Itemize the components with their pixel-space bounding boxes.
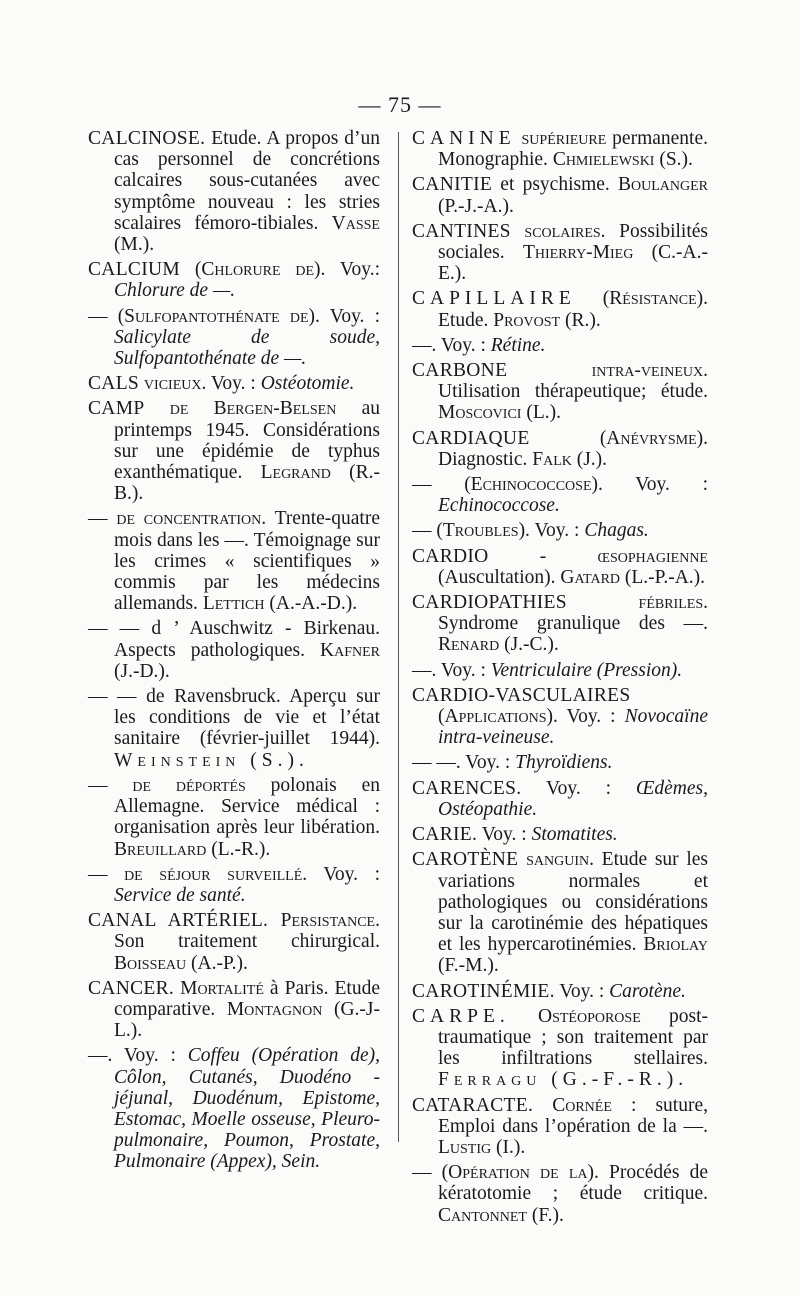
index-entry-cardiopathies-voy: —. Voy. : Ventriculaire (Pression). — [412, 659, 683, 681]
index-entry-canitie: CANITIE et psychisme. Boulanger (P.-J.-A.). — [412, 174, 708, 217]
index-entry-canal-arteriel: CANAL ARTÉRIEL. Persistance. Son traitement chirurgical. Boisseau (A.-P.). — [88, 910, 380, 974]
index-entry-deportes: — de déportés polonais en Allemagne. Service médical : organisation après leur libération. Breuillard (L.-R.). — [88, 774, 381, 860]
index-entry-canine: CANINE supérieure permanente. Monographie. Chmielewski (S.). — [412, 128, 708, 171]
index-entry-cardio-vasculaires-voy: — —. Voy. : Thyroïdiens. — [412, 752, 613, 774]
index-entry-capillaire: CAPILLAIRE (Résistance). Etude. Provost (R.). — [412, 288, 708, 331]
index-entry-camp: CAMP de Bergen-Belsen au printemps 1945. Considérations sur une épidémie de typhus exanthématique. Legrand (R.-B.). — [88, 398, 381, 505]
index-entry-cardio-vasculaires: CARDIO-VASCULAIRES (Applications). Voy. : Novocaïne intra-veineuse. — [412, 684, 708, 749]
index-entry-cancer: CANCER. Mortalité à Paris. Etude comparative. Montagnon (G.-J-L.). — [88, 977, 380, 1042]
index-entry-carences: CARENCES. Voy. : Œdèmes, Ostéopathie. — [412, 777, 708, 820]
index-entry-cantines: CANTINES scolaires. Possibilités sociales. Thierry-Mieg (C.-A.-E.). — [412, 220, 709, 285]
index-entry-capillaire-voy: —. Voy. : Rétine. — [412, 334, 546, 356]
index-entry-carie: CARIE. Voy. : Stomatites. — [412, 824, 618, 846]
index-entry-cataracte-operation: — (Opération de la). Procédés de kératotomie ; étude critique. Cantonnet (F.). — [412, 1162, 708, 1226]
index-entry-sejour-surveille: — de séjour surveillé. Voy. : Service de santé. — [88, 863, 381, 906]
index-entry-calcium: CALCIUM (Chlorure de). Voy.: Chlorure de —. — [88, 259, 380, 302]
right-column — [412, 128, 708, 1230]
index-entry-cardiopathies: CARDIOPATHIES fébriles. Syndrome granulique des —. Renard (J.-C.). — [412, 592, 708, 656]
index-entry-cardiaque-troubles: — (Troubles). Voy. : Chagas. — [412, 520, 649, 542]
index-entry-auschwitz: — — d ’ Auschwitz - Birkenau. Aspects pathologiques. Kafner (J.-D.). — [88, 618, 380, 682]
index-entry-calcinose: CALCINOSE. Etude. A propos d’un cas personnel de concrétions calcaires sous-cutanées avec symptôme nouveau : les stries scalaires fémoro-tibiales. Vasse (M.). — [88, 128, 380, 256]
index-entry-cardiaque-echinococcose: — (Echinococcose). Voy. : Echinococcose. — [412, 474, 708, 517]
index-entry-carpe: CARPE. Ostéoporose post-traumatique ; son traitement par les infiltrations stellaires. Ferragu (G.-F.-R.). — [412, 1005, 708, 1091]
index-entry-calcium-sulfopantothenate: — (Sulfopantothénate de). Voy. : Salicylate de soude, Sulfopantothénate de —. — [88, 305, 381, 370]
index-entry-carotinemie: CAROTINÉMIE. Voy. : Carotène. — [412, 980, 686, 1002]
index-entry-carotene: CAROTÈNE sanguin. Etude sur les variations normales et pathologiques ou considérations sur la carotinémie des hépatiques et les hypercarotinémies. Briolay (F.-M.). — [412, 849, 708, 977]
index-entry-cardio-oesophagienne: CARDIO - œsophagienne (Auscultation). Gatard (L.-P.-A.). — [412, 545, 708, 588]
index-entry-cataracte: CATARACTE. Cornée : suture, Emploi dans l’opération de la —. Lustig (I.). — [412, 1094, 708, 1158]
index-entry-cancer-voy: —. Voy. : Coffeu (Opération de), Côlon, Cutanés, Duodéno - jéjunal, Duodénum, Epistome, Estomac, Moelle osseuse, Pleuro-pulmonaire, Poumon, Prostate, Pulmonaire (Appex), Sein. — [88, 1045, 380, 1173]
index-entry-camp-concentration: — de concentration. Trente-quatre mois dans les —. Témoignage sur les crimes « scientifiques » commis par les médecins allemands. Lettich (A.-A.-D.). — [88, 508, 381, 615]
index-entry-carbone: CARBONE intra-veineux. Utilisation thérapeutique; étude. Moscovici (L.). — [412, 360, 708, 424]
column-divider — [398, 132, 399, 1142]
index-entry-ravensbruck: — — de Ravensbruck. Aperçu sur les conditions de vie et l’état sanitaire (février-juillet 1944). Weinstein (S.). — [88, 686, 380, 771]
index-entry-cals: CALS vicieux. Voy. : Ostéotomie. — [88, 373, 355, 395]
page-number: — 75 — — [358, 92, 442, 117]
index-entry-cardiaque: CARDIAQUE (Anévrysme). Diagnostic. Falk (J.). — [412, 427, 708, 470]
left-column — [88, 128, 380, 1177]
